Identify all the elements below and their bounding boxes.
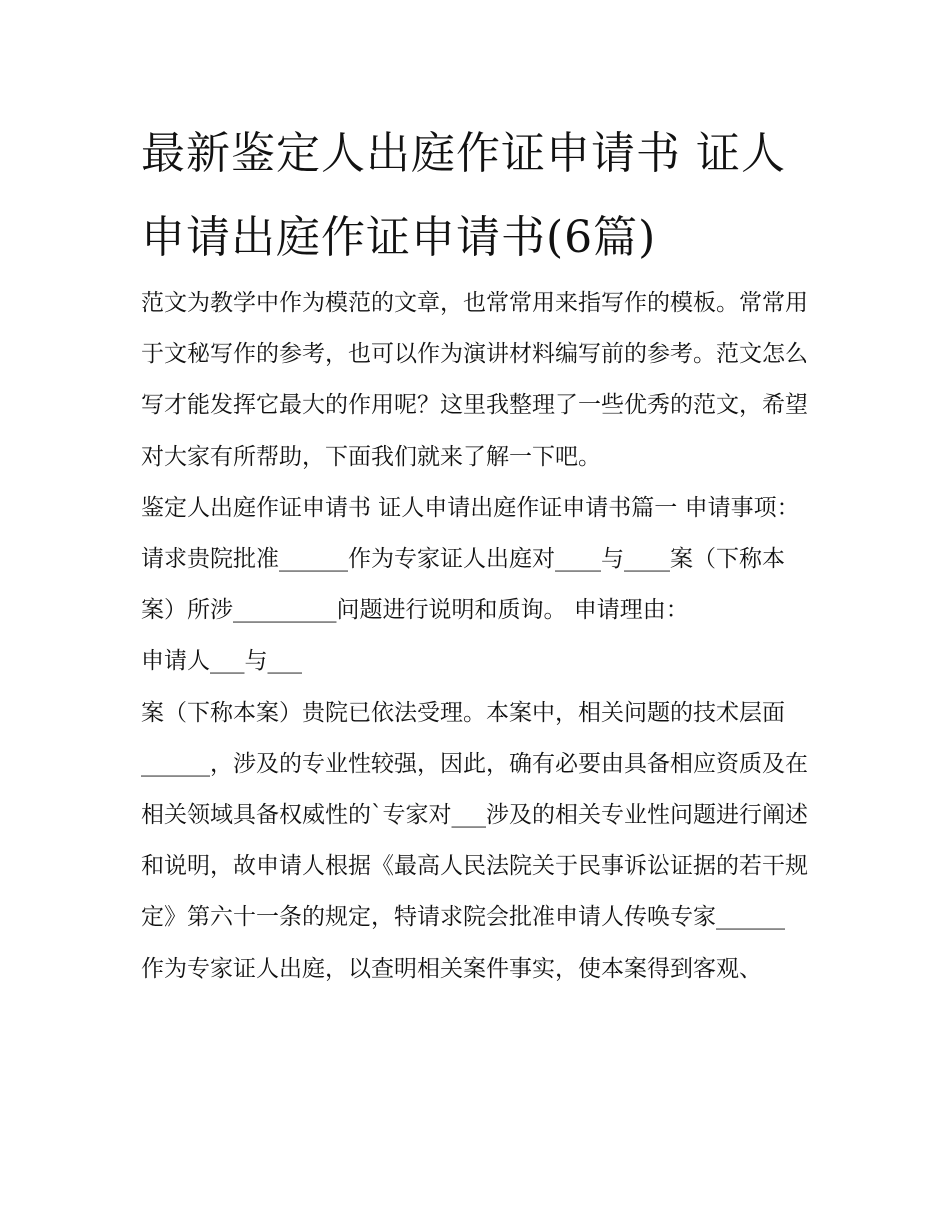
- section-heading-paragraph: 鉴定人出庭作证申请书 证人申请出庭作证申请书篇一 申请事项：: [141, 494, 800, 521]
- intro-paragraph: 范文为教学中作为模范的文章，也常常用来指写作的模板。常常用于文秘写作的参考，也可以作为演讲材料编写前的参考。范文怎么写才能发挥它最大的作用呢？这里我整理了一些优秀的范文，希望对大家有所帮助，下面我们就来了解一下吧。: [141, 290, 808, 470]
- reason-paragraph: 案（下称本案）贵院已依法受理。本案中，相关问题的技术层面______，涉及的专业性较强，因此，确有必要由具备相应资质及在相关领域具备权威性的`专家对___涉及的相关专业性问题进行阐述和说明，故申请人根据《最高人民法院关于民事诉讼证据的若干规定》第六十一条的规定，特请求院会批准申请人传唤专家______: [141, 699, 808, 931]
- request-paragraph: 请求贵院批准______作为专家证人出庭对____与____案（下称本案）所涉_________问题进行说明和质询。 申请理由：: [141, 546, 785, 624]
- applicant-paragraph: 申请人___与___: [141, 648, 302, 675]
- closing-paragraph: 作为专家证人出庭，以查明相关案件事实，使本案得到客观、: [141, 955, 762, 982]
- document-title: 最新鉴定人出庭作证申请书 证人申请出庭作证申请书(6篇): [141, 128, 786, 263]
- document-body: [141, 278, 813, 995]
